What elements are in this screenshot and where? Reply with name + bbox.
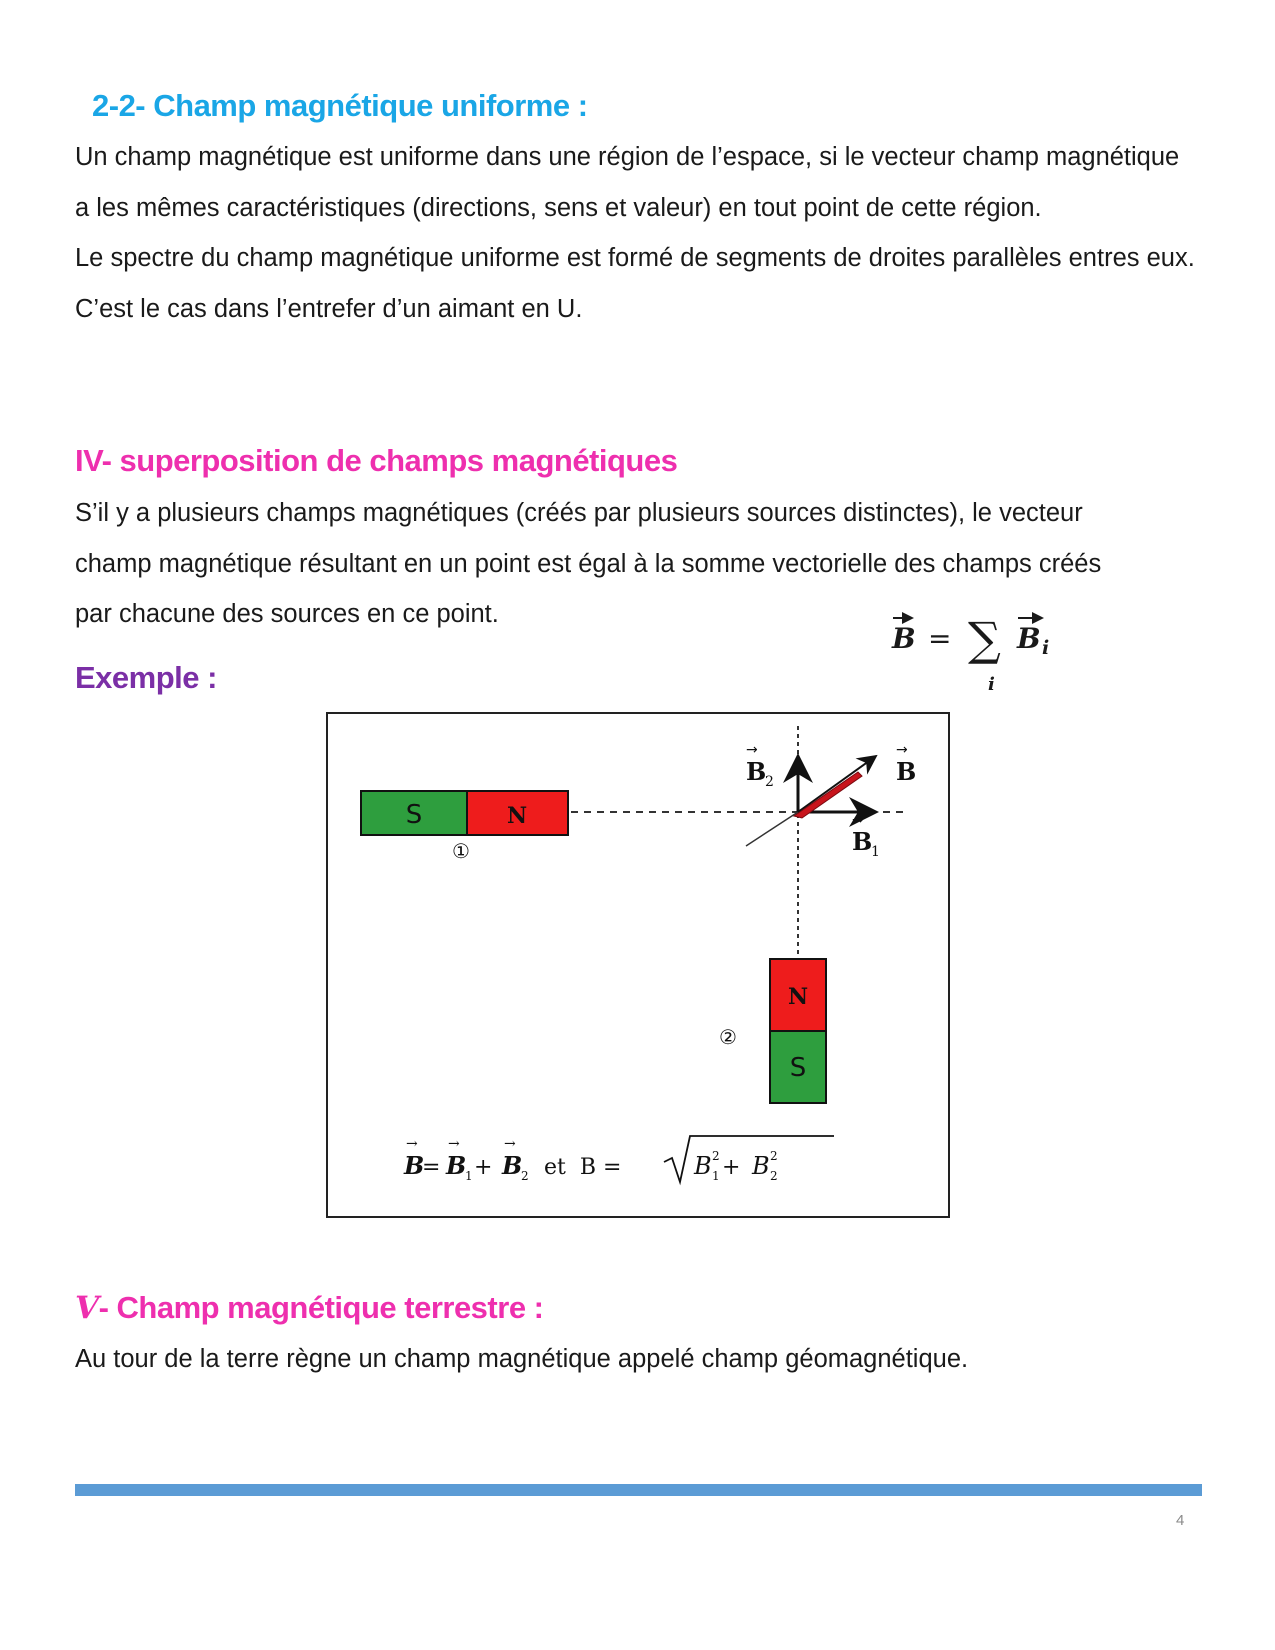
vector-b-tail	[746, 812, 798, 846]
caption-formula	[403, 1136, 834, 1183]
caption-sq-plus: +	[722, 1155, 741, 1180]
caption-plus: +	[474, 1155, 493, 1180]
footer-divider	[75, 1484, 1202, 1496]
caption-b: B	[404, 1151, 425, 1180]
formula-sum: ∑	[968, 612, 1001, 666]
magnet-2-south-label: S	[789, 1053, 807, 1083]
page-number: 4	[1176, 1512, 1185, 1529]
caption-b-arrow: →	[406, 1136, 418, 1152]
section-v-body	[75, 1334, 1195, 1385]
caption-b1-sub: 1	[465, 1169, 473, 1183]
formula-bi-sub: i	[1042, 637, 1050, 659]
caption-b2: B	[502, 1151, 523, 1180]
caption-sq-b1: B	[694, 1152, 712, 1180]
section-2-2-title: 2-2- Champ magnétique uniforme :	[92, 88, 588, 123]
section-2-2-body	[75, 132, 1195, 334]
magnet-2-number: ②	[719, 1025, 737, 1049]
caption-sq-b2-sub: 2	[770, 1169, 778, 1183]
magnet-1-number: ①	[452, 839, 470, 863]
label-b2-arrow: →	[746, 742, 758, 758]
caption-sqrt	[664, 1136, 834, 1182]
magnet-1-north-label: N	[506, 803, 528, 829]
caption-sq-b1-exp: 2	[712, 1149, 720, 1163]
label-b1-arrow: →	[852, 812, 864, 828]
section-v-title	[75, 1290, 544, 1326]
vector-b-arrow	[798, 756, 876, 812]
superposition-formula	[890, 608, 1070, 698]
caption-eq: =	[422, 1155, 441, 1180]
section-iv-paragraph: S’il y a plusieurs champs magnétiques (créés par plusieurs sources distinctes), le vecteur champ magnétique résultant en un point est égal à la somme vectorielle des champs créés par chacune des sources en ce point.	[75, 499, 1102, 628]
formula-b: B	[892, 622, 916, 655]
caption-sq-b1-sub: 1	[712, 1169, 720, 1183]
formula-index: i	[988, 674, 995, 695]
section-2-2-paragraph-2: Le spectre du champ magnétique uniforme est formé de segments de droites parallèles entres eux. C’est le cas dans l’entrefer d’un aimant en U.	[75, 244, 1195, 323]
example-figure	[326, 712, 950, 1218]
caption-b2-arrow: →	[504, 1136, 516, 1152]
label-b1-sub: 1	[871, 844, 880, 860]
magnet-1-south-label: S	[405, 800, 423, 830]
caption-sq-b2-exp: 2	[770, 1149, 778, 1163]
label-b2: B	[746, 757, 767, 786]
label-b2-sub: 2	[765, 774, 774, 790]
label-b: B	[896, 757, 917, 786]
caption-sq-b2: B	[752, 1152, 770, 1180]
label-b1: B	[852, 827, 873, 856]
example-title: Exemple :	[75, 660, 217, 695]
caption-b2-sub: 2	[521, 1169, 529, 1183]
section-v-title-text: - Champ magnétique terrestre :	[98, 1290, 544, 1325]
caption-b1: B	[446, 1151, 467, 1180]
magnet-2-north-label: N	[787, 984, 809, 1010]
caption-et: et B =	[530, 1155, 629, 1180]
section-v-numeral: V	[75, 1290, 99, 1326]
caption-b1-arrow: →	[448, 1136, 460, 1152]
label-b-arrow: →	[896, 742, 908, 758]
formula-equals: =	[928, 622, 952, 655]
section-2-2-paragraph-1: Un champ magnétique est uniforme dans une région de l’espace, si le vecteur champ magnétique a les mêmes caractéristiques (directions, sens et valeur) en tout point de cette région.	[75, 143, 1180, 222]
section-iv-title: IV- superposition de champs magnétiques	[75, 443, 678, 478]
section-v-paragraph: Au tour de la terre règne un champ magnétique appelé champ géomagnétique.	[75, 1345, 969, 1373]
formula-bi: B	[1017, 622, 1041, 655]
